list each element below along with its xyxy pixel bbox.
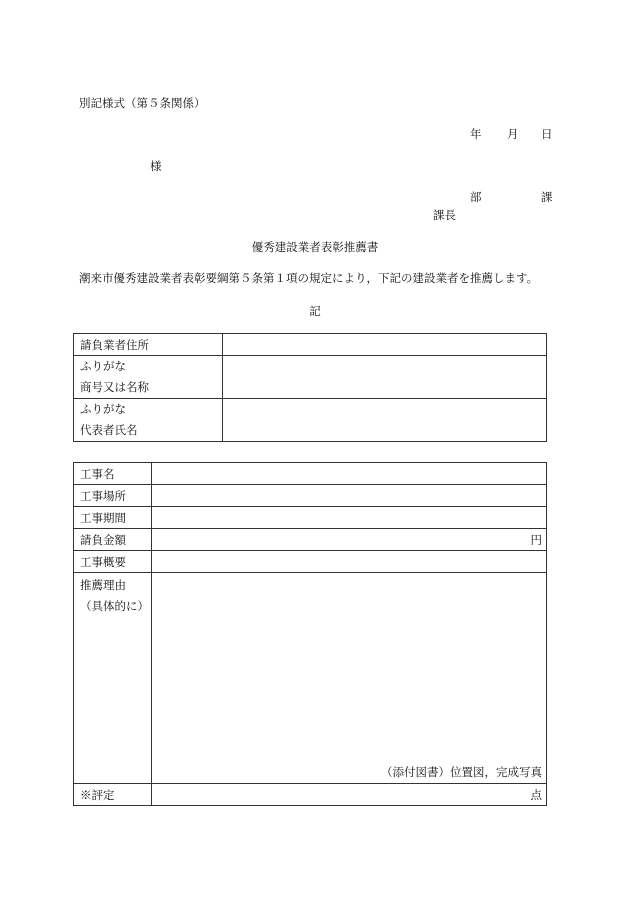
company-value — [223, 356, 547, 399]
work-table — [73, 462, 547, 806]
reason-subtitle: （具体的に） — [80, 599, 149, 613]
evaluation-value — [152, 784, 547, 806]
date-month: 月 — [507, 127, 519, 141]
work-period-value — [152, 507, 547, 529]
company-label — [74, 356, 223, 399]
department: 部 — [470, 190, 482, 204]
work-name-label: 工事名 — [74, 463, 152, 485]
furigana-label: ふりがな — [80, 359, 126, 373]
section: 課 — [541, 190, 553, 204]
reason-title: 推薦理由 — [80, 578, 126, 592]
section-chief: 課長 — [433, 208, 456, 222]
reason-label — [74, 573, 152, 784]
furigana-label: ふりがな — [80, 402, 126, 416]
company-name-label: 商号又は名称 — [80, 380, 149, 394]
points-unit: 点 — [530, 787, 542, 802]
evaluation-label: ※評定 — [74, 784, 152, 806]
attached-documents: （添付図書）位置図，完成写真 — [381, 765, 542, 779]
intro-text: 潮来市優秀建設業者表彰要綱第５条第１項の規定により，下記の建設業者を推薦します。 — [79, 271, 539, 285]
work-overview-value — [152, 551, 547, 573]
representative-name-label: 代表者氏名 — [80, 423, 138, 437]
ki-heading: 記 — [309, 304, 321, 318]
representative-label — [74, 399, 223, 442]
work-period-label: 工事期間 — [74, 507, 152, 529]
work-name-value — [152, 463, 547, 485]
reason-value — [152, 573, 547, 784]
representative-value — [223, 399, 547, 442]
recipient-suffix: 様 — [150, 159, 162, 173]
work-place-label: 工事場所 — [74, 485, 152, 507]
address-label: 請負業者住所 — [74, 334, 223, 356]
contractor-table — [73, 333, 547, 442]
yen-unit: 円 — [530, 532, 542, 547]
document-title: 優秀建設業者表彰推薦書 — [251, 240, 379, 254]
date-day: 日 — [541, 127, 553, 141]
work-overview-label: 工事概要 — [74, 551, 152, 573]
work-place-value — [152, 485, 547, 507]
contract-amount-label: 請負金額 — [74, 529, 152, 551]
form-label: 別記様式（第５条関係） — [79, 96, 206, 110]
contract-amount-value — [152, 529, 547, 551]
date-year: 年 — [470, 127, 482, 141]
address-value — [223, 334, 547, 356]
